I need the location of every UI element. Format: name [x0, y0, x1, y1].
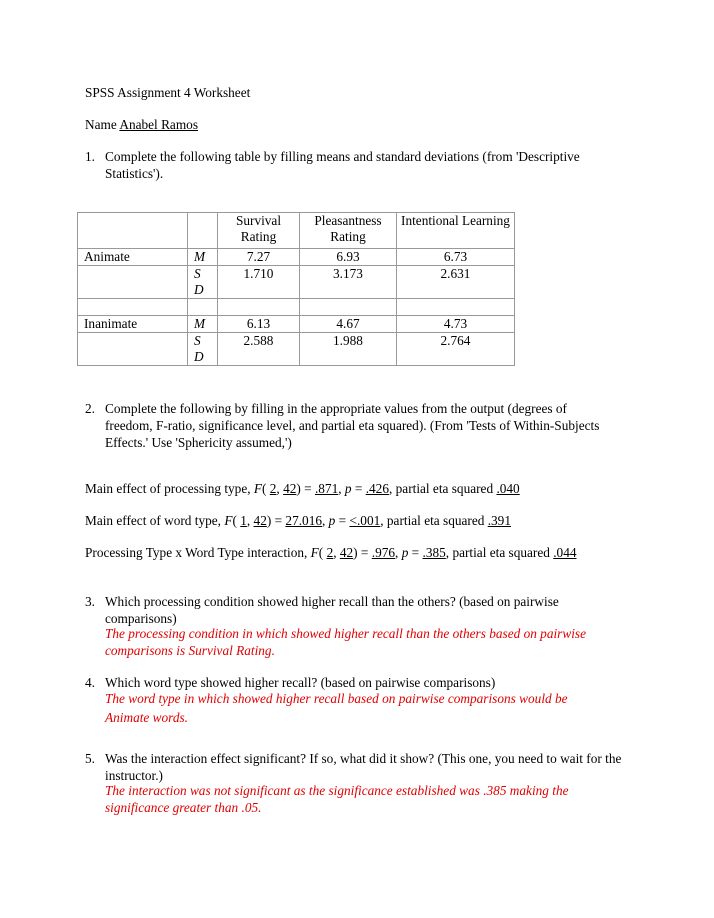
- table-cell: 7.27: [218, 249, 300, 266]
- f-symbol: F: [253, 481, 262, 496]
- f-symbol: F: [310, 545, 319, 560]
- eta-label: partial eta squared: [452, 545, 550, 560]
- name-line: [85, 116, 198, 133]
- q4-answer: The word type in which showed higher recall based on pairwise comparisons would be Animate words.: [105, 691, 568, 725]
- table-cell: [300, 299, 397, 316]
- table-row: [78, 316, 515, 333]
- name-label: Name: [85, 117, 117, 132]
- q1-text: Complete the following table by filling means and standard deviations (from 'Descriptive Statistics').: [105, 149, 580, 181]
- table-corner-cell: [188, 213, 218, 249]
- eta-value: .391: [487, 513, 511, 528]
- effect-label: Main effect of word type,: [85, 513, 222, 528]
- p-symbol: p: [344, 481, 352, 496]
- stat-label: M: [188, 249, 218, 266]
- table-cell: 3.173: [300, 266, 397, 299]
- q5-number: 5.: [85, 751, 95, 766]
- table-cell: 2.764: [397, 333, 515, 366]
- table-row: [78, 333, 515, 366]
- table-cell: [78, 266, 188, 299]
- table-cell: 2.588: [218, 333, 300, 366]
- stat-label: S D: [188, 333, 218, 366]
- effect-label: Main effect of processing type,: [85, 481, 251, 496]
- q2-text: Complete the following by filling in the appropriate values from the output (degrees of freedom, F-ratio, significance level, and partial eta squared). (From 'Tests of Within-Subjects Effects.' Use 'Sphericity assumed,'): [105, 401, 600, 450]
- table-cell: 6.93: [300, 249, 397, 266]
- stat-label: M: [188, 316, 218, 333]
- table-header-row: [78, 213, 515, 249]
- group-label-animate: Animate: [78, 249, 188, 266]
- f-value: 27.016: [285, 513, 322, 528]
- table-cell: 4.67: [300, 316, 397, 333]
- table-cell: 1.710: [218, 266, 300, 299]
- header-pleasantness-rating: Pleasantness Rating: [300, 213, 397, 249]
- table-cell: [218, 299, 300, 316]
- q3-text: Which processing condition showed higher recall than the others? (based on pairwise comparisons): [105, 594, 559, 626]
- header-survival-rating: Survival Rating: [218, 213, 300, 249]
- effect-line-interaction: Processing Type x Word Type interaction, F( 2, 42) = .976, p = .385, partial eta squared .044: [85, 545, 577, 560]
- name-value: Anabel Ramos: [119, 117, 199, 132]
- table-cell: [188, 299, 218, 316]
- effect-line-word-type: Main effect of word type, F( 1, 42) = 27.016, p = <.001, partial eta squared .391: [85, 513, 511, 528]
- q5-answer: The interaction was not significant as the significance established was .385 making the significance greater than .05.: [105, 783, 569, 815]
- df2-value: 42: [339, 545, 354, 560]
- table-spacer-row: [78, 299, 515, 316]
- descriptive-stats-table: [77, 212, 515, 366]
- p-value: <.001: [349, 513, 381, 528]
- f-value: .976: [371, 545, 396, 560]
- table-cell: 1.988: [300, 333, 397, 366]
- eta-label: partial eta squared: [386, 513, 485, 528]
- df2-value: 42: [253, 513, 267, 528]
- table-cell: 6.73: [397, 249, 515, 266]
- worksheet-title: SPSS Assignment 4 Worksheet: [85, 85, 251, 100]
- p-value: .385: [422, 545, 446, 560]
- effect-line-processing-type: Main effect of processing type, F( 2, 42) = .871, p = .426, partial eta squared .040: [85, 481, 520, 496]
- table-row: [78, 266, 515, 299]
- q2-number: 2.: [85, 401, 95, 416]
- table-cell: [397, 299, 515, 316]
- table-cell: [78, 299, 188, 316]
- group-label-inanimate: Inanimate: [78, 316, 188, 333]
- eta-value: .040: [496, 481, 520, 496]
- table-cell: 2.631: [397, 266, 515, 299]
- df1-value: 2: [269, 481, 277, 496]
- df2-value: 42: [283, 481, 297, 496]
- f-value: .871: [314, 481, 339, 496]
- table-cell: 4.73: [397, 316, 515, 333]
- effect-label: Processing Type x Word Type interaction,: [85, 545, 308, 560]
- stat-label: S D: [188, 266, 218, 299]
- df1-value: 1: [240, 513, 247, 528]
- p-symbol: p: [401, 545, 409, 560]
- q4-text: Which word type showed higher recall? (based on pairwise comparisons): [105, 675, 496, 690]
- q4-number: 4.: [85, 675, 95, 690]
- table-row: [78, 249, 515, 266]
- q1-number: 1.: [85, 149, 95, 164]
- eta-label: partial eta squared: [395, 481, 494, 496]
- p-value: .426: [365, 481, 389, 496]
- table-cell: [78, 333, 188, 366]
- eta-value: .044: [553, 545, 577, 560]
- f-symbol: F: [224, 513, 233, 528]
- q5-text: Was the interaction effect significant? If so, what did it show? (This one, you need to wait for the instructor.): [105, 751, 622, 783]
- header-intentional-learning: Intentional Learning: [397, 213, 515, 249]
- df1-value: 2: [326, 545, 334, 560]
- q3-answer: The processing condition in which showed higher recall than the others based on pairwise comparisons is Survival Rating.: [105, 626, 586, 658]
- q3-number: 3.: [85, 594, 95, 609]
- table-cell: 6.13: [218, 316, 300, 333]
- table-corner-cell: [78, 213, 188, 249]
- p-symbol: p: [328, 513, 336, 528]
